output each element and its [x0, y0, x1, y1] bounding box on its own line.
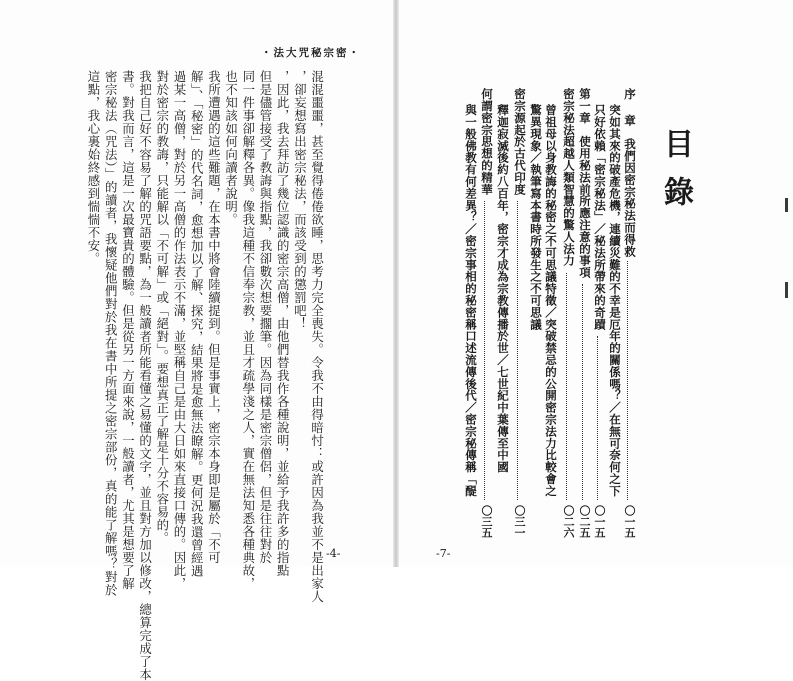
text-column: 密宗秘法（咒法）」的讀者，我懷疑他們對於我在書中所提之密宗部份，真的能了解嗎？對於 — [103, 70, 119, 597]
text-column: 但是儘管接受了教誨與指點，我卻數次想要擱筆。因為同樣是密宗僧侶，但是往往對於 — [258, 70, 273, 564]
toc-leader-dots — [597, 336, 598, 500]
text-column: 解」、「秘密」的代名詞，愈想加以了解、探究，結果將是愈無法瞭解。更何況我還曾經遇 — [189, 70, 205, 578]
toc-leader-dots — [627, 261, 628, 500]
toc-entry: 密宗秘法超越人類智慧的驚人法力 — [562, 88, 576, 267]
toc-leader-dots — [566, 273, 567, 501]
toc-page-number: 〇二六 — [562, 505, 575, 538]
text-column: 混混噩噩，甚至覺得倦倦欲睡，思考力完全喪失。令我不由得暗忖：或許因為我並不是出家人 — [309, 70, 325, 603]
toc-entry: 與一般佛教有何差異？／密宗事相的秘密稱口述流傳後代／密宗秘傳稱「醍 — [464, 104, 478, 497]
toc-page-number: 〇三一 — [513, 505, 526, 538]
text-column: 書。對我而言，這是一次最寶貴的體驗。但是從另一方面來說，一般讀者，尤其是想要了解 — [120, 70, 136, 590]
text-column: 我所遭遇的這些難題，在本書中將會陸續提到。但是事實上，密宗本身即是屬於「不可 — [206, 70, 222, 564]
toc-page-number: 〇一五 — [623, 505, 636, 538]
text-column: 同一件事卻解釋各異。像我這種不信奉宗教，並且才疏學淺之人，實在無法知悉各種典故， — [240, 70, 256, 590]
left-page — [0, 0, 396, 681]
toc-entry: 只好依賴「密宗秘法」／秘法所帶來的奇蹟 — [593, 104, 607, 331]
toc-entry: 何謂密宗思想的精華 — [480, 88, 494, 196]
text-column: 對於密宗的教誨，只能解以「不可解」或「絕對」。要想真正了解是十分不容易的。 — [154, 70, 170, 545]
toc-page-number: 〇一五 — [593, 505, 606, 538]
right-page — [396, 0, 793, 567]
text-column: ，卻妄想寫出密宗秘法，而該受到的懲罰吧！ — [292, 70, 308, 330]
toc-page-number: 〇三五 — [480, 505, 493, 538]
toc-page-number: 〇二五 — [578, 505, 591, 538]
running-head: ・法大咒秘宗密・ — [261, 47, 361, 59]
scan-edge-mark — [785, 282, 788, 298]
text-column: ，因此，我去拜訪了幾位認識的密宗高僧，由他們替我作各種說明，並給予我許多的指點 — [275, 70, 291, 577]
page-number: -7- — [436, 547, 451, 560]
toc-entry: 驚異現象／執筆寫本書時所發生之不可思議 — [529, 104, 543, 331]
toc-entry: 第一章 使用秘法前所應注意的事項 — [578, 88, 592, 279]
toc-leader-dots — [484, 201, 485, 500]
toc-entry: 釋迦寂滅後約八百年，密宗才成為宗教傳播於世／七世紀中葉傳至中國 — [496, 104, 510, 473]
toc-entry: 密宗源起於古代印度 — [513, 88, 527, 196]
page-title: 目錄 — [658, 128, 693, 224]
toc-entry: 突如其來的破產危機，連續災難的不幸是厄年的關係嗎？／在無可奈何之下 — [608, 104, 622, 497]
toc-leader-dots — [582, 284, 583, 500]
page-number: -4- — [326, 547, 341, 560]
toc-entry: 曾祖母以身教誨的秘密之不可思議特徵／突破禁忌的公開密宗法力比較會之 — [544, 104, 558, 497]
text-column: 過某一高僧，對於另一高僧的作法表示不滿，並堅稱自己是由大日如來直接口傳的。因此， — [172, 70, 187, 590]
text-column: 我把自己好不容易了解的咒語要點，為一般讀者所能看懂之易懂的文字，並且對方加以修改，總算完成了本 — [137, 70, 153, 681]
scan-edge-mark — [785, 198, 788, 212]
toc-leader-dots — [517, 201, 518, 500]
text-column: 也不知該如何向讀者說明。 — [223, 70, 239, 226]
toc-entry: 序 章 我們因密宗秘法而得救 — [623, 88, 637, 258]
text-column: 這點，我心裏始終感到惴惴不安。 — [86, 70, 101, 265]
